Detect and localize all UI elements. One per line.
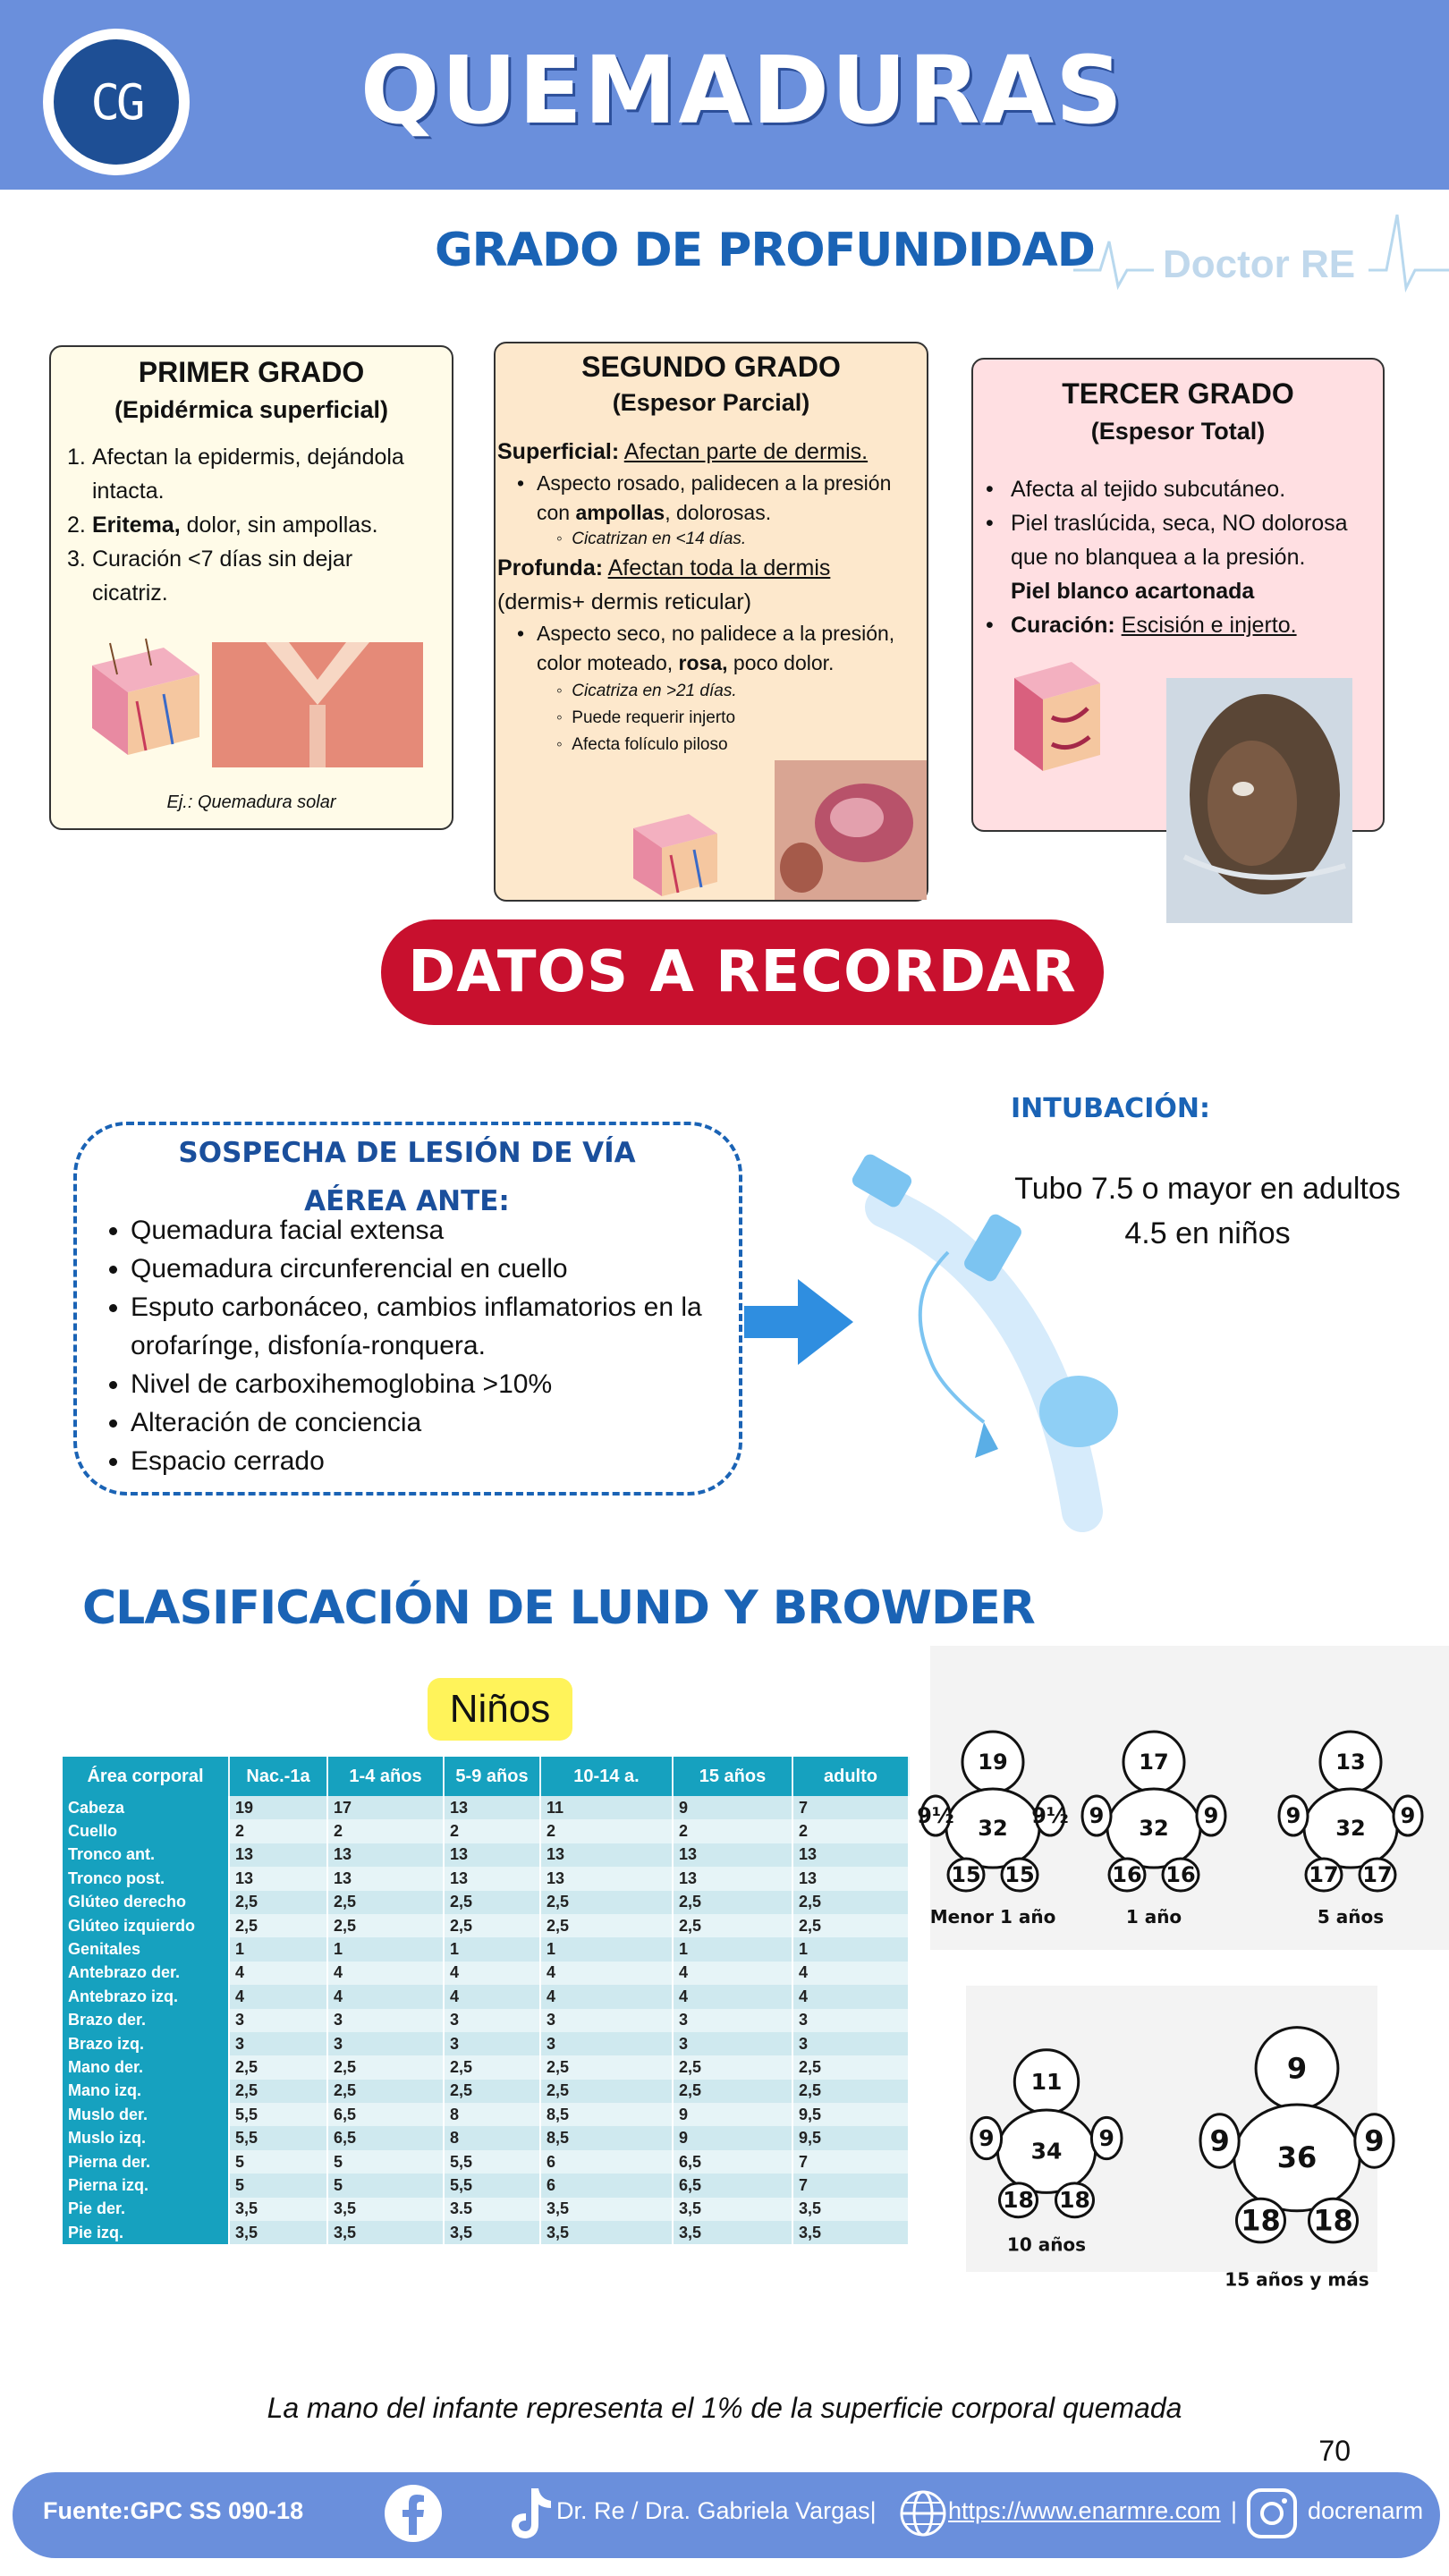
table-cell: 2,5 [792, 1914, 909, 1937]
table-cell: 5,5 [229, 2103, 327, 2126]
lund-browder-figures [917, 1646, 1449, 2291]
row-label: Brazo der. [63, 2009, 229, 2032]
list-item: • Aspecto rosado, palidecen a la presión con ampollas, dolorosas. [517, 471, 892, 524]
table-cell: 13 [327, 1843, 444, 1867]
figure-leg-value: 18 [1241, 2203, 1281, 2238]
column-header: 10-14 a. [540, 1757, 673, 1796]
figure-leg-value: 18 [1003, 2187, 1034, 2214]
figure-leg-value: 17 [1309, 1862, 1339, 1887]
table-cell: 4 [792, 1962, 909, 1985]
list-subitem: ◦ Puede requerir injerto [556, 708, 736, 727]
table-cell: 5 [229, 2174, 327, 2197]
table-cell: 2 [792, 1819, 909, 1843]
table-cell: 5 [229, 2150, 327, 2174]
table-row [63, 2126, 909, 2149]
table-cell: 3,5 [540, 2221, 673, 2244]
row-label: Tronco ant. [63, 1843, 229, 1867]
column-header: Nac.-1a [229, 1757, 327, 1796]
table-cell: 1 [444, 1937, 540, 1961]
table-row [63, 2032, 909, 2055]
watermark-text: Doctor RE [1163, 242, 1356, 286]
lund-browder-title: CLASIFICACIÓN DE LUND Y BROWDER [82, 1581, 1035, 1635]
figure-leg-value: 15 [1004, 1862, 1035, 1887]
facebook-icon[interactable] [383, 2483, 444, 2544]
third-degree-burn-photo [1166, 678, 1352, 923]
table-row [63, 2150, 909, 2174]
intubacion-child: 4.5 en niños [1124, 1216, 1291, 1250]
table-cell: 2,5 [540, 2055, 673, 2079]
table-cell: 2,5 [327, 1891, 444, 1914]
table-row [63, 2103, 909, 2126]
figure-head-value: 17 [1139, 1750, 1169, 1775]
table-cell: 4 [673, 1985, 792, 2008]
table-cell: 13 [792, 1843, 909, 1867]
arrow-right-icon [744, 1279, 853, 1365]
instagram-handle[interactable]: docrenarm [1308, 2497, 1424, 2524]
table-cell: 2,5 [229, 1891, 327, 1914]
figure-arm-value: 9½ [917, 1803, 954, 1828]
list-item: • Quemadura facial extensa [131, 1211, 742, 1250]
table-cell: 13 [540, 1843, 673, 1867]
doctor-re-watermark [1073, 206, 1449, 295]
profunda-paren: (dermis+ dermis reticular) [497, 589, 752, 614]
table-cell: 1 [540, 1937, 673, 1961]
table-cell: 4 [327, 1962, 444, 1985]
table-cell: 2,5 [673, 1914, 792, 1937]
table-cell: 1 [673, 1937, 792, 1961]
list-item: • Espacio cerrado [131, 1442, 742, 1480]
row-label: Glúteo izquierdo [63, 1914, 229, 1937]
table-cell: 5,5 [229, 2126, 327, 2149]
table-cell: 2,5 [540, 1914, 673, 1937]
row-label: Glúteo derecho [63, 1891, 229, 1914]
table-cell: 2,5 [673, 2055, 792, 2079]
table-cell: 5 [327, 2150, 444, 2174]
column-header: adulto [792, 1757, 909, 1796]
table-cell: 3,5 [540, 2198, 673, 2221]
row-label: Antebrazo der. [63, 1962, 229, 1985]
figure-leg-value: 16 [1112, 1862, 1142, 1887]
table-cell: 3 [540, 2032, 673, 2055]
tiktok-icon[interactable] [504, 2485, 555, 2542]
table-cell: 2,5 [673, 2080, 792, 2103]
list-item: • Nivel de carboxihemoglobina >10% [131, 1365, 742, 1403]
row-label: Pie der. [63, 2198, 229, 2221]
figure-torso-value: 32 [978, 1816, 1008, 1841]
table-cell: 2,5 [444, 2055, 540, 2079]
figure-arm-value: 9 [1098, 2124, 1114, 2151]
instagram-icon[interactable] [1245, 2487, 1299, 2540]
sunburn-photo [212, 642, 423, 767]
table-cell: 2 [540, 1819, 673, 1843]
table-cell: 2 [673, 1819, 792, 1843]
logo-text: CG [54, 39, 179, 165]
table-cell: 3,5 [673, 2221, 792, 2244]
table-row [63, 2080, 909, 2103]
lund-browder-table [63, 1757, 910, 2244]
table-cell: 4 [540, 1962, 673, 1985]
list-item: • Curación: Escisión e injerto. [986, 613, 1297, 638]
table-cell: 2 [327, 1819, 444, 1843]
primer-grado-list [67, 440, 441, 610]
table-header-row [63, 1757, 909, 1796]
table-cell: 3,5 [229, 2198, 327, 2221]
list-subitem: ◦ Afecta folículo piloso [556, 735, 728, 754]
figure-arm-value: 9 [1203, 1803, 1219, 1828]
figure-head-value: 19 [978, 1750, 1008, 1775]
card-subtitle: (Espesor Total) [1090, 418, 1266, 445]
table-cell: 9 [673, 1796, 792, 1819]
table-cell: 3 [673, 2009, 792, 2032]
card-caption: Ej.: Quemadura solar [166, 792, 336, 812]
figure-leg-value: 15 [951, 1862, 981, 1887]
figure-torso-value: 34 [1030, 2138, 1063, 2165]
table-cell: 3 [792, 2032, 909, 2055]
table-cell: 2,5 [229, 2055, 327, 2079]
figure-torso-value: 32 [1139, 1816, 1169, 1841]
table-cell: 3 [540, 2009, 673, 2032]
skin-layers-illustration [83, 639, 208, 762]
airway-title: SOSPECHA DE LESIÓN DE VÍA AÉREA ANTE: [178, 1137, 636, 1217]
card-subtitle: (Epidérmica superficial) [114, 396, 389, 423]
table-row [63, 1819, 909, 1843]
figure-arm-value: 9 [1400, 1803, 1416, 1828]
table-row [63, 1891, 909, 1914]
figure-head-value: 11 [1030, 2068, 1063, 2095]
table-cell: 4 [444, 1962, 540, 1985]
table-cell: 7 [792, 2174, 909, 2197]
table-cell: 3 [444, 2032, 540, 2055]
footer-credits: Dr. Re / Dra. Gabriela Vargas| [556, 2497, 877, 2524]
table-cell: 2,5 [540, 1891, 673, 1914]
figure-head-value: 13 [1335, 1750, 1366, 1775]
table-cell: 2,5 [327, 1914, 444, 1937]
table-cell: 2,5 [792, 2080, 909, 2103]
table-body [63, 1796, 909, 2244]
footnote: La mano del infante representa el 1% de la superficie corporal quemada [267, 2392, 1182, 2424]
table-cell: 13 [229, 1867, 327, 1890]
table-cell: 2,5 [229, 2080, 327, 2103]
table-cell: 13 [673, 1867, 792, 1890]
table-cell: 13 [673, 1843, 792, 1867]
figure-head-value: 9 [1286, 2051, 1308, 2086]
figure-arm-value: 9 [1285, 1803, 1301, 1828]
primer-grado-card [49, 345, 453, 830]
row-label: Muslo izq. [63, 2126, 229, 2149]
table-cell: 2,5 [540, 2080, 673, 2103]
figure-arm-value: 9 [1089, 1803, 1105, 1828]
list-item: • Afecta al tejido subcutáneo. [986, 477, 1286, 502]
profunda-line: Profunda: Afectan toda la dermis [497, 555, 831, 580]
table-cell: 2,5 [444, 1891, 540, 1914]
endotracheal-tube-illustration [850, 1154, 1154, 1512]
table-cell: 9,5 [792, 2126, 909, 2149]
table-cell: 2,5 [792, 2055, 909, 2079]
table-cell: 2,5 [673, 1891, 792, 1914]
table-cell: 4 [673, 1962, 792, 1985]
table-cell: 19 [229, 1796, 327, 1819]
row-label: Antebrazo izq. [63, 1985, 229, 2008]
row-label: Genitales [63, 1937, 229, 1961]
figure-leg-value: 16 [1165, 1862, 1196, 1887]
table-cell: 8 [444, 2103, 540, 2126]
figure-caption: Menor 1 año [929, 1906, 1056, 1928]
row-label: Cuello [63, 1819, 229, 1843]
table-cell: 2,5 [792, 1891, 909, 1914]
table-row [63, 2198, 909, 2221]
superficial-line: Superficial: Afectan parte de dermis. [497, 439, 869, 464]
footer-separator: | [1231, 2497, 1238, 2524]
table-cell: 3,5 [229, 2221, 327, 2244]
table-cell: 2,5 [229, 1914, 327, 1937]
table-cell: 2,5 [327, 2080, 444, 2103]
table-cell: 17 [327, 1796, 444, 1819]
list-item: 1. Afectan la epidermis, dejándola intacta. [67, 445, 404, 504]
table-cell: 13 [540, 1867, 673, 1890]
table-cell: 5 [327, 2174, 444, 2197]
table-cell: 3,5 [327, 2221, 444, 2244]
list-item: • Quemadura circunferencial en cuello [131, 1250, 742, 1288]
page-title: QUEMADURAS [360, 36, 1125, 145]
skin-layers-illustration [626, 807, 724, 900]
table-cell: 13 [444, 1796, 540, 1819]
tercer-grado-list [986, 472, 1377, 642]
table-cell: 9 [673, 2126, 792, 2149]
table-cell: 3 [229, 2009, 327, 2032]
figure-caption: 10 años [1006, 2233, 1087, 2256]
website-link[interactable]: https://www.enarmre.com [948, 2497, 1221, 2524]
figure-arm-value: 9½ [1031, 1803, 1069, 1828]
row-label: Brazo izq. [63, 2032, 229, 2055]
cg-logo [43, 29, 190, 175]
table-cell: 4 [327, 1985, 444, 2008]
figure-arm-value: 9 [1209, 2123, 1230, 2158]
table-cell: 2,5 [327, 2055, 444, 2079]
intubacion-adult: Tubo 7.5 o mayor en adultos [1014, 1172, 1401, 1206]
figure-caption: 1 año [1125, 1906, 1182, 1928]
figure-caption: 5 años [1317, 1906, 1385, 1928]
table-cell: 5,5 [444, 2150, 540, 2174]
skin-layers-illustration [1007, 655, 1107, 780]
table-cell: 4 [540, 1985, 673, 2008]
page-number: 70 [1318, 2435, 1351, 2467]
table-cell: 7 [792, 2150, 909, 2174]
figure-leg-value: 18 [1313, 2203, 1353, 2238]
second-degree-burn-photo [775, 760, 927, 900]
list-subitem: ◦ Cicatriza en >21 días. [556, 682, 737, 700]
figure-arm-value: 9 [979, 2124, 995, 2151]
table-row [63, 1867, 909, 1890]
segundo-grado-content [497, 435, 921, 758]
globe-icon [898, 2488, 948, 2538]
table-cell: 2,5 [444, 2080, 540, 2103]
table-cell: 3 [229, 2032, 327, 2055]
table-row [63, 1796, 909, 1819]
table-cell: 8,5 [540, 2103, 673, 2126]
table-cell: 3 [327, 2009, 444, 2032]
column-header: 1-4 años [327, 1757, 444, 1796]
row-label: Mano der. [63, 2055, 229, 2079]
footer-source: Fuente:GPC SS 090-18 [43, 2497, 304, 2524]
table-row [63, 1937, 909, 1961]
card-title: PRIMER GRADO [138, 356, 365, 388]
table-cell: 3,5 [792, 2198, 909, 2221]
table-cell: 6,5 [673, 2174, 792, 2197]
table-cell: 3 [444, 2009, 540, 2032]
table-cell: 3.5 [444, 2198, 540, 2221]
table-row [63, 1985, 909, 2008]
list-item: • Aspecto seco, no palidece a la presión, color moteado, rosa, poco dolor. [517, 622, 895, 674]
figure-leg-value: 17 [1362, 1862, 1393, 1887]
column-header: 5-9 años [444, 1757, 540, 1796]
list-item: • Alteración de conciencia [131, 1403, 742, 1442]
intubacion-title: INTUBACIÓN: [1011, 1093, 1210, 1124]
table-cell: 6,5 [673, 2150, 792, 2174]
table-cell: 2,5 [444, 1914, 540, 1937]
card-title: TERCER GRADO [1062, 377, 1294, 410]
table-cell: 6,5 [327, 2126, 444, 2149]
row-label: Pie izq. [63, 2221, 229, 2244]
table-cell: 6 [540, 2174, 673, 2197]
table-row [63, 1843, 909, 1867]
figure-torso-value: 32 [1335, 1816, 1366, 1841]
table-cell: 6 [540, 2150, 673, 2174]
table-cell: 4 [444, 1985, 540, 2008]
table-cell: 3 [327, 2032, 444, 2055]
table-cell: 8 [444, 2126, 540, 2149]
row-label: Pierna der. [63, 2150, 229, 2174]
grado-title: GRADO DE PROFUNDIDAD [435, 224, 1095, 277]
row-label: Cabeza [63, 1796, 229, 1819]
table-cell: 9,5 [792, 2103, 909, 2126]
datos-banner: DATOS A RECORDAR [381, 919, 1104, 1025]
table-cell: 3,5 [444, 2221, 540, 2244]
table-cell: 3,5 [327, 2198, 444, 2221]
list-item: 3. Curación <7 días sin dejar cicatriz. [67, 547, 353, 606]
table-row [63, 2009, 909, 2032]
table-row [63, 1962, 909, 1985]
segundo-grado-card [494, 342, 928, 902]
table-cell: 13 [444, 1843, 540, 1867]
column-header: 15 años [673, 1757, 792, 1796]
table-cell: 3 [673, 2032, 792, 2055]
table-cell: 3,5 [673, 2198, 792, 2221]
table-cell: 1 [792, 1937, 909, 1961]
table-cell: 4 [792, 1985, 909, 2008]
table-cell: 3,5 [792, 2221, 909, 2244]
ninos-badge: Niños [428, 1678, 572, 1741]
table-cell: 4 [229, 1985, 327, 2008]
column-header: Área corporal [63, 1757, 229, 1796]
table-cell: 3 [792, 2009, 909, 2032]
table-cell: 4 [229, 1962, 327, 1985]
table-cell: 13 [229, 1843, 327, 1867]
card-title: SEGUNDO GRADO [581, 351, 841, 383]
table-cell: 2 [229, 1819, 327, 1843]
table-cell: 9 [673, 2103, 792, 2126]
row-label: Tronco post. [63, 1867, 229, 1890]
figure-torso-value: 36 [1276, 2140, 1318, 2175]
table-cell: 1 [327, 1937, 444, 1961]
list-subitem: ◦ Cicatrizan en <14 días. [556, 530, 747, 548]
row-label: Pierna izq. [63, 2174, 229, 2197]
figure-leg-value: 18 [1059, 2187, 1090, 2214]
table-row [63, 2174, 909, 2197]
table-cell: 8,5 [540, 2126, 673, 2149]
figure-caption: 15 años y más [1224, 2268, 1369, 2291]
list-item: • Piel traslúcida, seca, NO dolorosa que no blanquea a la presión. Piel blanco acartonada [986, 511, 1348, 604]
table-cell: 13 [792, 1867, 909, 1890]
list-item: • Esputo carbonáceo, cambios inflamatorios en la orofarínge, disfonía-ronquera. [131, 1288, 742, 1365]
row-label: Mano izq. [63, 2080, 229, 2103]
airway-list [98, 1211, 742, 1480]
table-cell: 13 [444, 1867, 540, 1890]
table-row [63, 2221, 909, 2244]
table-cell: 1 [229, 1937, 327, 1961]
list-item: 2. Eritema, dolor, sin ampollas. [67, 513, 378, 538]
table-cell: 11 [540, 1796, 673, 1819]
table-cell: 5,5 [444, 2174, 540, 2197]
table-cell: 7 [792, 1796, 909, 1819]
row-label: Muslo der. [63, 2103, 229, 2126]
table-cell: 13 [327, 1867, 444, 1890]
table-cell: 6,5 [327, 2103, 444, 2126]
card-subtitle: (Espesor Parcial) [612, 389, 810, 416]
table-row [63, 2055, 909, 2079]
table-row [63, 1914, 909, 1937]
table-cell: 2 [444, 1819, 540, 1843]
figure-arm-value: 9 [1364, 2123, 1385, 2158]
